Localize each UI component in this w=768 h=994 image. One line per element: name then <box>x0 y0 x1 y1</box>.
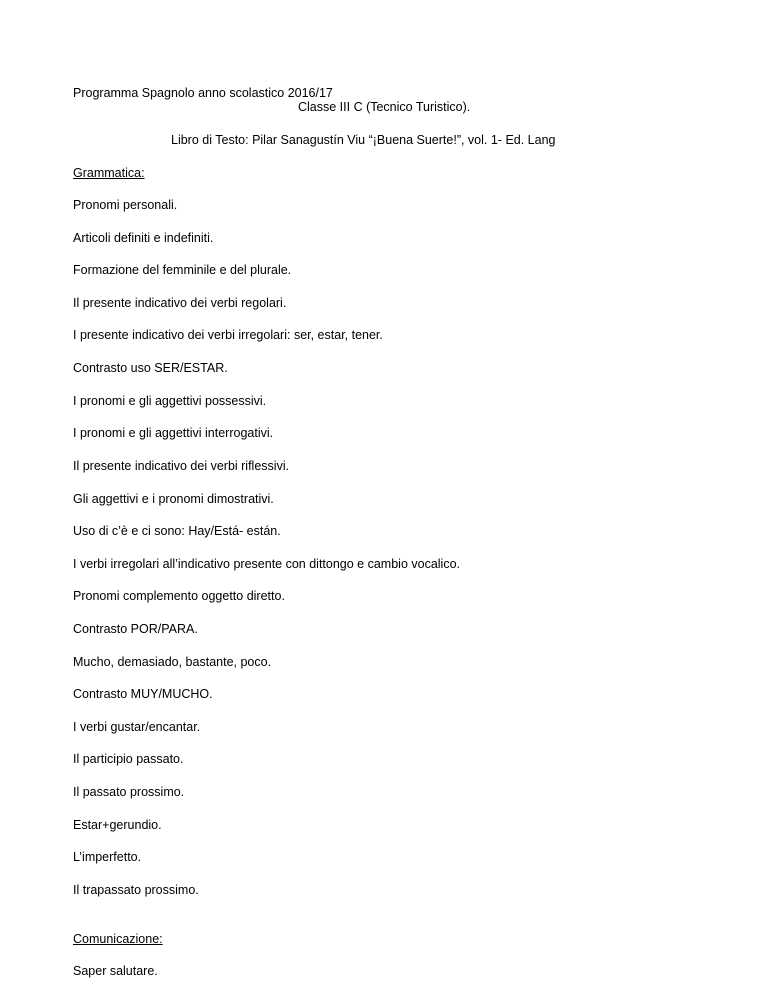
list-item: I presente indicativo dei verbi irregolari: ser, estar, tener. <box>73 328 383 342</box>
list-item: Il participio passato. <box>73 752 184 766</box>
list-item: Articoli definiti e indefiniti. <box>73 231 214 245</box>
communication-heading: Comunicazione: <box>73 932 163 946</box>
list-item: Contrasto MUY/MUCHO. <box>73 687 213 701</box>
list-item: I verbi gustar/encantar. <box>73 720 201 734</box>
document-title: Programma Spagnolo anno scolastico 2016/17 <box>73 86 333 100</box>
list-item: Formazione del femminile e del plurale. <box>73 263 292 277</box>
list-item: Pronomi personali. <box>73 198 178 212</box>
list-item: Saper salutare. <box>73 964 158 978</box>
list-item: Gli aggettivi e i pronomi dimostrativi. <box>73 492 274 506</box>
list-item: I pronomi e gli aggettivi possessivi. <box>73 394 267 408</box>
list-item: Il passato prossimo. <box>73 785 185 799</box>
list-item: I verbi irregolari all’indicativo presente con dittongo e cambio vocalico. <box>73 557 461 571</box>
list-item: Il presente indicativo dei verbi riflessivi. <box>73 459 290 473</box>
list-item: Pronomi complemento oggetto diretto. <box>73 589 285 603</box>
list-item: I pronomi e gli aggettivi interrogativi. <box>73 426 274 440</box>
list-item: Uso di c’è e ci sono: Hay/Está- están. <box>73 524 281 538</box>
grammar-heading: Grammatica: <box>73 166 145 180</box>
textbook-line: Libro di Testo: Pilar Sanagustín Viu “¡Buena Suerte!”, vol. 1- Ed. Lang <box>171 133 556 147</box>
list-item: Il trapassato prossimo. <box>73 883 199 897</box>
list-item: Contrasto uso SER/ESTAR. <box>73 361 228 375</box>
list-item: L’imperfetto. <box>73 850 142 864</box>
class-subtitle: Classe III C (Tecnico Turistico). <box>298 100 471 114</box>
list-item: Contrasto POR/PARA. <box>73 622 198 636</box>
list-item: Estar+gerundio. <box>73 818 162 832</box>
list-item: Il presente indicativo dei verbi regolari. <box>73 296 287 310</box>
list-item: Mucho, demasiado, bastante, poco. <box>73 655 272 669</box>
